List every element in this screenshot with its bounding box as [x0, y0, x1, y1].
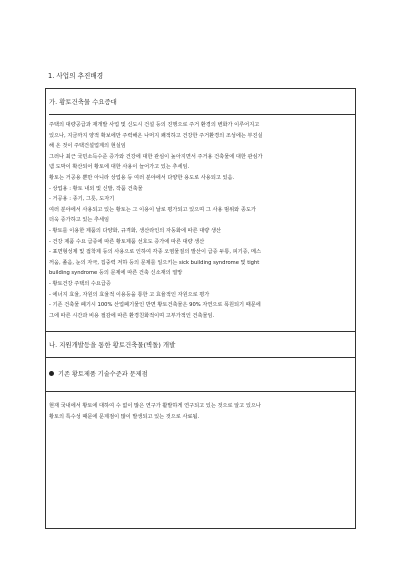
text-line: 그에 따른 시간과 비용 절감에 따른 환경친화적이며 고부가적인 건축물임. — [49, 312, 215, 319]
divider — [46, 357, 355, 358]
subheading-text: 기존 황토제품 기술수준과 문제점 — [58, 371, 148, 378]
text-line: 넴 도막이 확산되어 황토에 대한 사용이 늘어가고 있는 추세임. — [49, 164, 190, 171]
text-line: 황토는 거공용 뿐만 아니라 상업용 등 여러 분야에서 다양한 용도로 사용되고 있음. — [49, 174, 235, 181]
divider — [46, 331, 355, 332]
text-line: 해 온 것이 주택건설업계의 현실임 — [49, 143, 126, 150]
text-line: - 상업용 : 황토 내외 및 신발, 작품 건축물 — [49, 185, 143, 192]
subheading — [49, 369, 148, 378]
box2-heading: 나. 지원개발등을 통한 황토건축물(벽돌) 개발 — [49, 340, 176, 349]
text-line: 있으나, 지금까지 양적 확보에만 주력해온 나머지 쾌적하고 건강한 주거환경의 조성에는 부진실 — [49, 132, 263, 139]
text-line: - 건강 제품 수요 급증에 따른 황토제품 선호도 증가에 따른 대량 생산 — [49, 238, 205, 245]
text-line: 꺼움, 졸음, 눈의 자극, 집중력 저하 등의 문제를 일으키는 sick building syndrome 및 tight — [49, 259, 260, 266]
text-line: - 표면형성제 및 접착제 등의 사용으로 인하여 각종 오염물질의 발산이 급증 두통, 피기증, 메스 — [49, 249, 262, 256]
divider — [46, 391, 355, 392]
text-line: - 황토를 이용한 제품의 다양화, 규격화, 생산라인의 자동화에 따른 대량 생산 — [49, 227, 221, 234]
text-line: building syndrome 등의 문제에 따른 건축 신소재의 열망 — [49, 270, 183, 277]
text-line: 더욱 증가하고 있는 추세임 — [49, 217, 110, 224]
text-line: 그러나 최근 국민소득수준 증가와 건강에 대한 관심이 높아지면서 주거용 건축물에 대한 관심가 — [49, 153, 263, 160]
text-line: - 황토건강 주택의 수요급증 — [49, 280, 111, 287]
box1-heading: 가. 황토건축물 수요증대 — [49, 89, 355, 115]
text-line: - 기존 건축물 폐기시 100% 산업폐기물인 반면 황토건축물은 90% 자연으로 폭원되기 때문에 — [49, 302, 261, 309]
box2-body — [49, 401, 350, 422]
content-box — [45, 88, 356, 529]
text-line: 주택의 대량공급과 재개발 사업 및 신도시 건설 등의 진행으로 주거 환경의 변화가 이루어지고 — [49, 122, 260, 128]
text-line: 여러 분야에서 사용되고 있는 황토는 그 이용이 날로 평가되고 있으며 그 사용 범위와 종도가 — [49, 206, 256, 213]
text-line: 황토의 특수성 때문에 문제점이 많이 발생되고 있는 것으로 사료됨. — [49, 413, 200, 420]
box1-body — [49, 120, 350, 321]
text-line: - 거공용 : 종기, 그릇, 도자기 — [49, 196, 115, 203]
text-line: 현재 국내에서 황토에 대하여 수 없이 많은 연구가 활발하게 연구되고 있는 것으로 알고 있으나 — [49, 403, 261, 409]
bullet-icon — [49, 371, 54, 376]
section-title: 1. 사업의 추진배경 — [48, 72, 104, 80]
text-line: - 에너지 효율, 자원의 효율적 이용등을 통한 고 효율적인 자원으로 평가 — [49, 291, 210, 298]
